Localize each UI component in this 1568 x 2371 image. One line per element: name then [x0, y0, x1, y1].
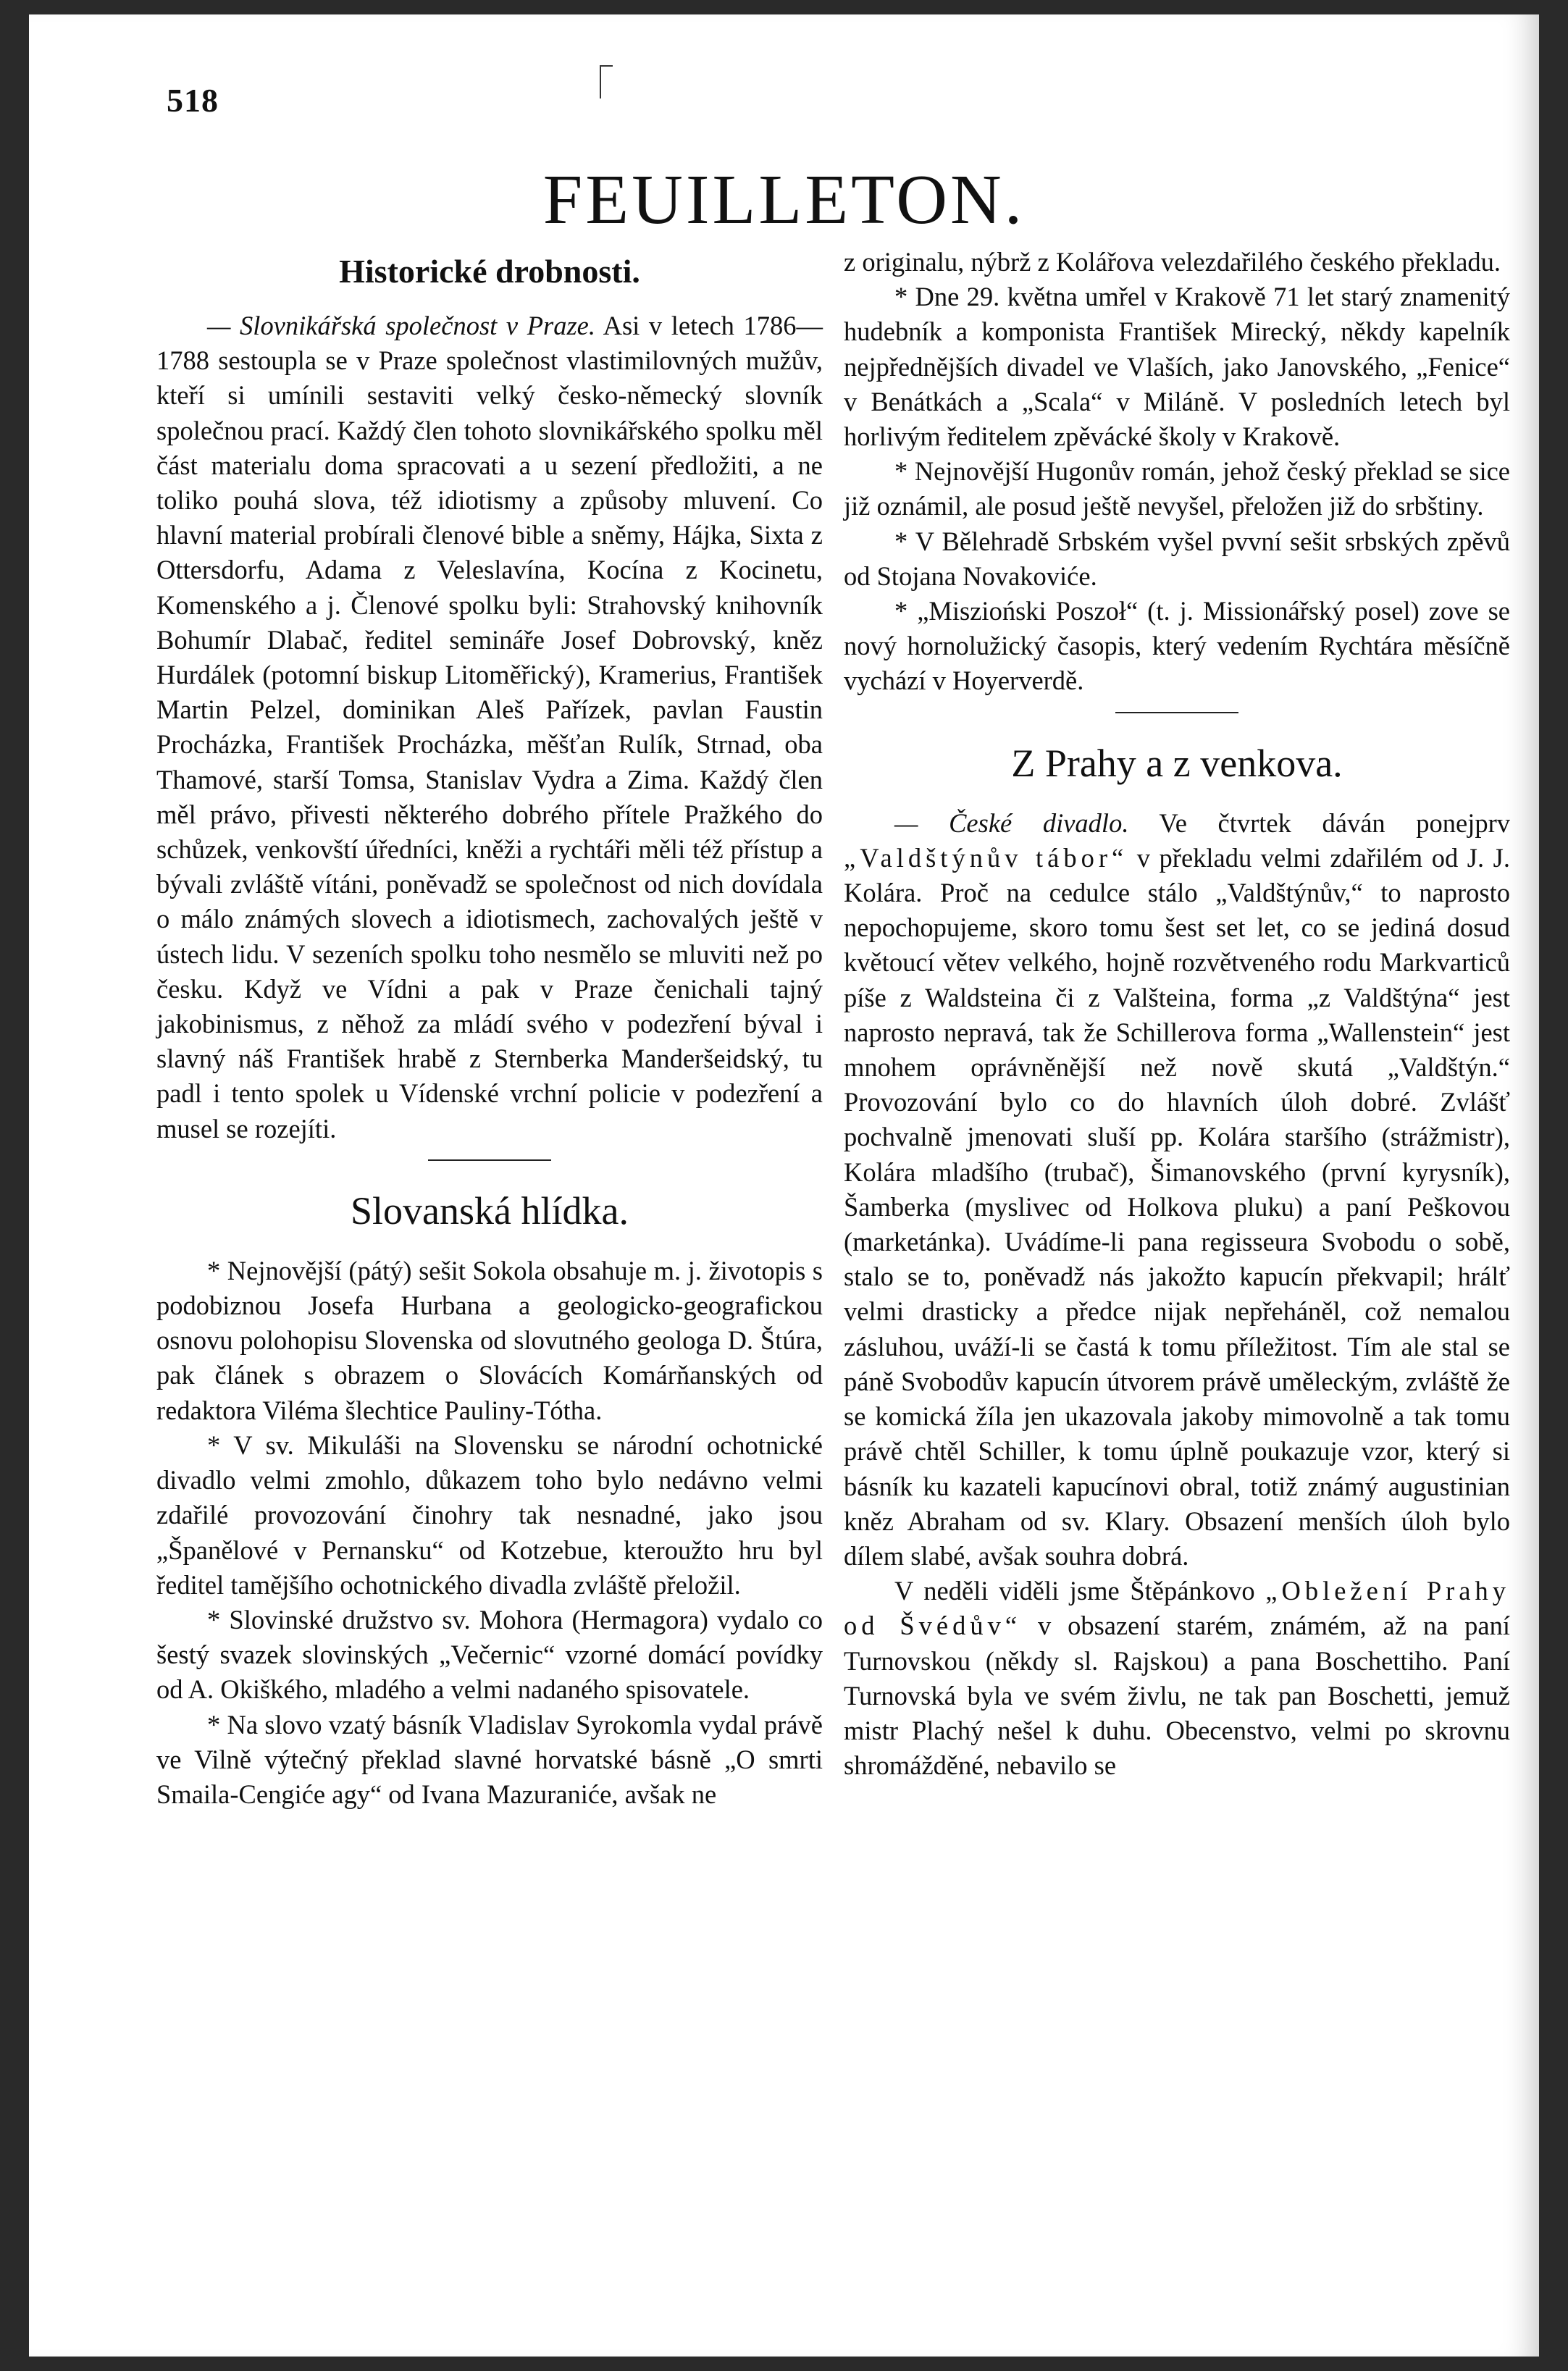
article-body: v překladu velmi zdařilém od J. J. Kolára. Proč na cedulce stálo „Valdštýnův,“ to naprosto nepochopujeme, skoro tomu šest set let, co se jediná dosud květoucí větev velkého, hojně rozvětveného rodu Markvarticů píše z Waldsteina či z Valšteina, forma „z Valdštýna“ jest naprosto nepravá, tak že Schillerova forma „Wallenstein“ jest mnohem oprávněnější než nově skutá „Valdštýn.“ Provozování bylo co do hlavních úloh dobré. Zvlášť pochvalně jmenovati sluší pp. Kolára staršího (strážmistr), Kolára mladšího (trubač), Šimanovského (první kyrysník), Šamberka (myslivec od Holkova pluku) a paní Peškovou (marketánka). Uvádíme-li pana regisseura Svobodu o sobě, stalo se to, poněvadž nás jakožto kapucín překvapil; hrálť velmi drasticky a předce nijak nepřeháněl, což nemalou zásluhou, uváží-li se častá k tomu příležitost. Tím ale stal se páně Svobodův kapucín útvorem právě uměleckým, zvláště že se komická žíla jen ukazovala jakoby mimovolně a tak tomu právě chtěl Schiller, k tomu úplně poukazuje vzor, který si básník ku kazateli kapucínovi obral, totiž známý augustinian kněz Abraham od sv. Klary. Obsazení menších úloh bylo dílem slabé, avšak souhra dobrá. [844, 842, 1510, 1571]
play-title: „Valdštýnův tábor“ [844, 842, 1128, 873]
article-lead: — Slovnikářská společnost v Praze. [207, 311, 595, 340]
section-divider [428, 1159, 551, 1161]
section-title: FEUILLETON. [542, 161, 1026, 239]
play-title: „Obležení Prahy od Švédův“ [844, 1576, 1510, 1641]
article-lead: — České divadlo. [894, 807, 1129, 838]
left-column [156, 245, 823, 1812]
article-body: V neděli viděli jsme Štěpánkovo [894, 1576, 1266, 1606]
news-item: * Dne 29. května umřel v Krakově 71 let starý znamenitý hudebník a komponista František Mirecký, někdy kapelník nejpřednějších divadel ve Vlaších, jako Janovského, „Fenice“ v Benátkách a „Scala“ v Miláně. V posledních letech byl horlivým ředitelem zpěvácké školy v Krakově. [844, 282, 1510, 452]
article-continuation [844, 1574, 1510, 1783]
page-number: 518 [167, 82, 219, 119]
newspaper-page [29, 14, 1539, 2357]
article-body: v obsazení starém, známém, až na paní Turnovskou (někdy sl. Rajskou) a pana Boschettiho. Paní Turnovská byla ve svém živlu, ne tak pan Boschetti, jemuž mistr Plachý nešel k duhu. Obecenstvo, velmi po skrovnu shromážděné, nebavilo se [844, 1611, 1510, 1781]
heading-z-prahy-a-z-venkova: Z Prahy a z venkova. [1011, 741, 1343, 785]
news-item: * Nejnovější (pátý) sešit Sokola obsahuje m. j. životopis s podobiznou Josefa Hurbana a geologicko-geografickou osnovu polohopisu Slovenska od slovutného geologa D. Štúra, pak článek s obrazem o Slovácích Komárňanských od redaktora Viléma šlechtice Pauliny-Tótha. [156, 1255, 823, 1425]
article-body: Ve čtvrtek dáván ponejprv [1128, 807, 1511, 838]
news-item: * V sv. Mikuláši na Slovensku se národní ochotnické divadlo velmi zmohlo, důkazem toho bylo nedávno velmi zdařilé provozování činohry tak nesnadné, jako jsou „Španělové v Pernansku“ od Kotzebue, kteroužto hru byl ředitel tamějšího ochotnického divadla zvláště přeložil. [156, 1430, 823, 1600]
news-item: * Nejnovější Hugonův román, jehož český překlad se sice již oznámil, ale posud ještě nevyšel, přeložen již do srbštiny. [844, 456, 1510, 521]
news-item: * Slovinské družstvo sv. Mohora (Hermagora) vydalo co šestý svazek slovinských „Večernic“ vzorné domácí povídky od A. Okiškého, mladého a velmi nadaného spisovatele. [156, 1604, 823, 1705]
article-ceske-divadlo [844, 806, 1510, 1574]
article-body: Asi v letech 1786—1788 sestoupla se v Praze společnost vlastimilovných mužův, kteří si umínili sestaviti velký česko-německý slovník společnou prací. Každý člen tohoto slovnikářského spolku měl část materialu doma spracovati a u sezení předložiti, a ne toliko pouhá slova, též idiotismy a způsoby mluvení. Co hlavní material probírali členové bible a sněmy, Hájka, Sixta z Ottersdorfu, Adama z Veleslavína, Kocína z Kocinetu, Komenského a j. Členové spolku byli: Strahovský knihovník Bohumír Dlabač, ředitel semináře Josef Dobrovský, kněz Hurdálek (potomní biskup Litoměřický), Kramerius, František Martin Pelzel, dominikan Aleš Pařízek, pavlan Faustin Procházka, František Procházka, měšťan Rulík, Strnad, oba Thamové, starší Tomsa, Stanislav Vydra a Zima. Každý člen měl právo, přivesti některého dobrého přítele Pražkého do schůzek, venkovští úředníci, kněži a rychtáři měli též přístup a bývali zvláště vítáni, poněvadž se společnost od nich dovídala o málo známých slovech a idiotismech, zachovalých ještě v ústech lidu. V sezeních spolku toho nesmělo se mluviti než po česku. Když ve Vídni a pak v Praze čenichali tajný jakobinismus, z něhož za mládí svého v podezření býval i slavný náš František hrabě z Sternberka Manderšeidský, tu padl i tento spolek u Vídenské vrchní policie v podezření a musel se rozejíti. [156, 311, 823, 1143]
article-slovnikarska-spolecnost [156, 309, 823, 1146]
news-item: * V Bělehradě Srbském vyšel pvvní sešit srbských zpěvů od Stojana Novakoviće. [844, 526, 1510, 591]
section-divider [1115, 712, 1238, 713]
news-item: * „Miszioński Poszoł“ (t. j. Missionářský posel) zove se nový hornolužický časopis, který vedením Rychtára měsíčně vychází v Hoyerverdě. [844, 596, 1510, 696]
print-mark [587, 58, 616, 116]
heading-slovanska-hlidka: Slovanská hlídka. [351, 1188, 629, 1233]
news-item-continued: z originalu, nýbrž z Kolářova velezdařilého českého překladu. [844, 247, 1501, 277]
right-column [844, 245, 1510, 1783]
heading-historicke-drobnosti: Historické drobnosti. [339, 253, 640, 290]
news-item: * Na slovo vzatý básník Vladislav Syrokomla vydal právě ve Vilně výtečný překlad slavné horvatské básně „O smrti Smaila-Cengiće agy“ od Ivana Mazuraniće, avšak ne [156, 1709, 823, 1809]
